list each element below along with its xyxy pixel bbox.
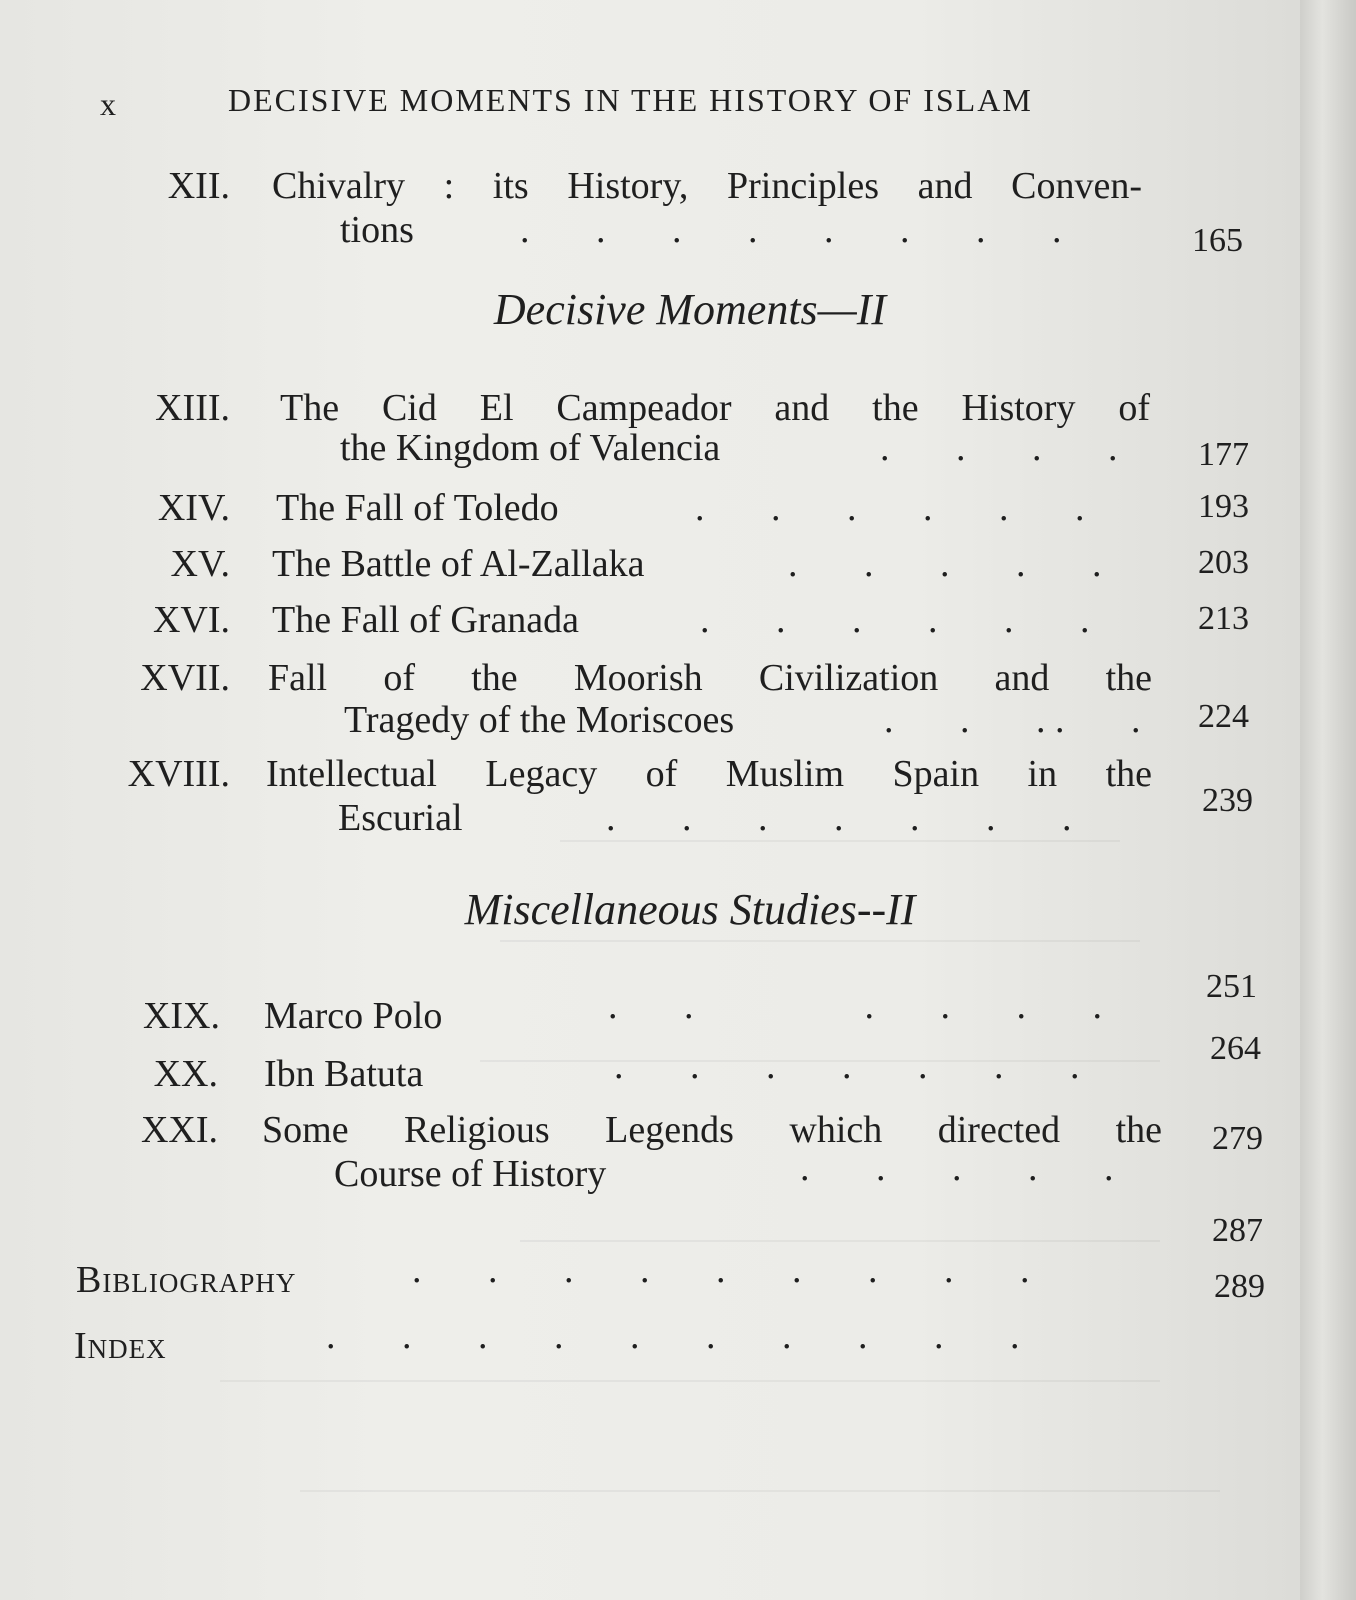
page-number: 224 [1198, 698, 1249, 735]
chapter-title-continued: the Kingdom of Valencia [340, 427, 721, 469]
chapter-title-continued: Tragedy of the Moriscoes [344, 699, 735, 741]
leader-dots: . . . . . [800, 1147, 1114, 1189]
bibliography-label: Bibliography [76, 1259, 297, 1301]
chapter-title-continued: Course of History [334, 1153, 607, 1195]
chapter-title: Chivalry : its History, Principles and Conven- [272, 165, 1142, 207]
page-number: 289 [1214, 1268, 1265, 1305]
chapter-numeral: XVI. [152, 599, 230, 641]
chapter-numeral: XIII. [155, 387, 230, 429]
chapter-title: The Fall of Granada [272, 599, 580, 641]
index-label: Index [74, 1325, 167, 1367]
leader-dots: . . . . . . [700, 599, 1090, 641]
page-number: 279 [1212, 1120, 1263, 1157]
page-folio: x [100, 86, 118, 122]
chapter-numeral: XVIII. [127, 753, 230, 795]
leader-dots: . . . . . . . [606, 797, 1072, 839]
chapter-title: Intellectual Legacy of Muslim Spain in the [266, 753, 1152, 795]
page-edge [1300, 0, 1356, 1600]
section-heading: Miscellaneous Studies--II [464, 885, 916, 934]
chapter-numeral: XXI. [140, 1109, 218, 1151]
leader-dots: . . . . . . . . . . [326, 1315, 1020, 1357]
chapter-numeral: XIV. [157, 487, 230, 529]
chapter-title: The Cid El Campeador and the History of [280, 387, 1150, 429]
chapter-numeral: XIX. [142, 995, 220, 1037]
leader-dots: . . . . . . . . . [412, 1249, 1030, 1291]
page-number: 287 [1212, 1212, 1263, 1249]
chapter-numeral: XII. [167, 165, 230, 207]
leader-dots: . . . . . . . . [520, 209, 1062, 251]
leader-dots: . . . . . . [695, 487, 1085, 529]
chapter-title: The Battle of Al-Zallaka [272, 543, 645, 585]
section-heading: Decisive Moments—II [493, 285, 887, 334]
chapter-numeral: XX. [153, 1053, 218, 1095]
chapter-title: Ibn Batuta [264, 1053, 424, 1095]
page-number: 264 [1210, 1030, 1261, 1067]
page-number: 213 [1198, 600, 1249, 637]
leader-dots: . . . . . . [608, 985, 1102, 1027]
leader-dots: . . . . . [788, 543, 1102, 585]
leader-dots: . . . . [880, 427, 1118, 469]
chapter-title: Fall of the Moorish Civilization and the [268, 657, 1152, 699]
page-number: 177 [1198, 436, 1249, 473]
chapter-title: Some Religious Legends which directed the [262, 1109, 1162, 1151]
chapter-title-continued: tions [340, 209, 414, 251]
page-number: 239 [1202, 782, 1253, 819]
chapter-numeral: XVII. [140, 657, 230, 699]
chapter-title: The Fall of Toledo [276, 487, 559, 529]
page-number: 193 [1198, 488, 1249, 525]
page-number: 203 [1198, 544, 1249, 581]
page-number: 251 [1206, 968, 1257, 1005]
chapter-title: Marco Polo [264, 995, 443, 1037]
running-header [100, 82, 1160, 126]
leader-dots: . . . . . . . [614, 1045, 1080, 1087]
chapter-numeral: XV. [170, 543, 230, 585]
leader-dots: . . . . . [884, 699, 1141, 741]
page-number: 165 [1192, 222, 1243, 259]
running-title: DECISIVE MOMENTS IN THE HISTORY OF ISLAM [228, 82, 1033, 118]
chapter-title-continued: Escurial [338, 797, 463, 839]
